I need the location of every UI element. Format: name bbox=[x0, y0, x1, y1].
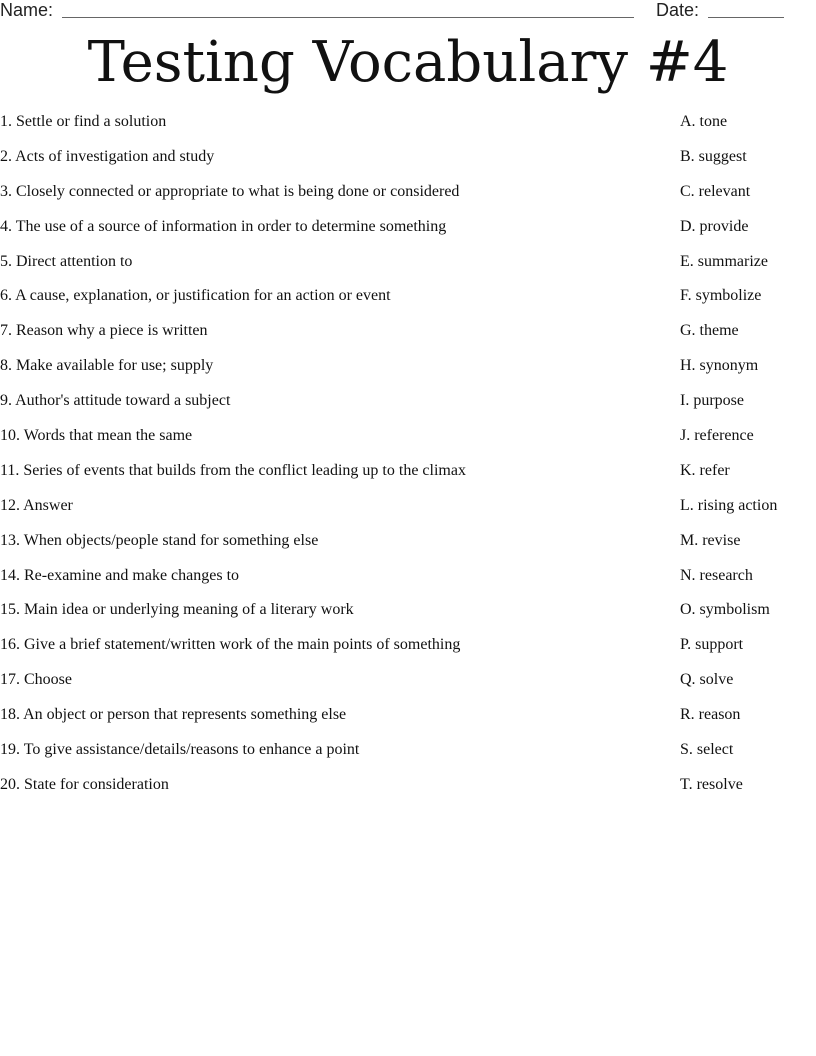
definition-item: 19. To give assistance/details/reasons to enhance a point bbox=[0, 741, 360, 759]
definition-item: 11. Series of events that builds from the conflict leading up to the climax bbox=[0, 461, 466, 479]
word-bank-item: O. symbolism bbox=[680, 601, 770, 619]
definition-item: 14. Re-examine and make changes to bbox=[0, 566, 240, 584]
date-blank-line bbox=[708, 17, 784, 18]
word-bank-item: Q. solve bbox=[680, 671, 734, 689]
header-row bbox=[0, 0, 816, 24]
word-bank-item: D. provide bbox=[680, 217, 749, 235]
word-bank-item: H. synonym bbox=[680, 357, 759, 375]
word-bank-item: R. reason bbox=[680, 706, 741, 724]
name-label: Name: bbox=[0, 0, 54, 20]
worksheet-title: Testing Vocabulary #4 bbox=[87, 30, 729, 95]
definition-item: 15. Main idea or underlying meaning of a literary work bbox=[0, 601, 354, 619]
definition-item: 13. When objects/people stand for something else bbox=[0, 531, 319, 549]
word-bank-item: G. theme bbox=[680, 322, 739, 340]
definitions-list bbox=[0, 112, 640, 810]
word-bank-item: S. select bbox=[680, 741, 734, 759]
word-bank-item: F. symbolize bbox=[680, 287, 762, 305]
definition-item: 9. Author's attitude toward a subject bbox=[0, 392, 231, 410]
definition-item: 1. Settle or find a solution bbox=[0, 113, 167, 130]
word-bank-item: P. support bbox=[680, 636, 744, 654]
word-bank-item: K. refer bbox=[680, 461, 730, 479]
word-bank-item: E. summarize bbox=[680, 252, 768, 270]
word-bank-item: M. revise bbox=[680, 531, 741, 549]
word-bank-list bbox=[680, 112, 816, 810]
definition-item: 12. Answer bbox=[0, 496, 73, 514]
definition-item: 6. A cause, explanation, or justification for an action or event bbox=[0, 287, 391, 305]
definition-item: 18. An object or person that represents something else bbox=[0, 706, 347, 724]
definition-item: 17. Choose bbox=[0, 671, 72, 689]
word-bank-item: J. reference bbox=[680, 427, 754, 445]
word-bank-item: B. suggest bbox=[680, 147, 747, 165]
word-bank-item: C. relevant bbox=[680, 182, 751, 200]
name-blank-line bbox=[62, 17, 634, 18]
word-bank-item: T. resolve bbox=[680, 775, 743, 793]
definition-item: 7. Reason why a piece is written bbox=[0, 322, 208, 340]
definition-item: 8. Make available for use; supply bbox=[0, 357, 214, 375]
definition-item: 20. State for consideration bbox=[0, 775, 169, 793]
word-bank-item: A. tone bbox=[680, 113, 728, 130]
definition-item: 16. Give a brief statement/written work of the main points of something bbox=[0, 636, 461, 654]
definition-item: 5. Direct attention to bbox=[0, 252, 133, 270]
definition-item: 3. Closely connected or appropriate to what is being done or considered bbox=[0, 182, 460, 200]
word-bank-item: N. research bbox=[680, 566, 753, 584]
definition-item: 10. Words that mean the same bbox=[0, 427, 193, 445]
definition-item: 4. The use of a source of information in order to determine something bbox=[0, 217, 447, 235]
word-bank-item: L. rising action bbox=[680, 496, 778, 514]
word-bank-item: I. purpose bbox=[680, 392, 744, 410]
date-label: Date: bbox=[656, 0, 700, 20]
definition-item: 2. Acts of investigation and study bbox=[0, 147, 215, 165]
